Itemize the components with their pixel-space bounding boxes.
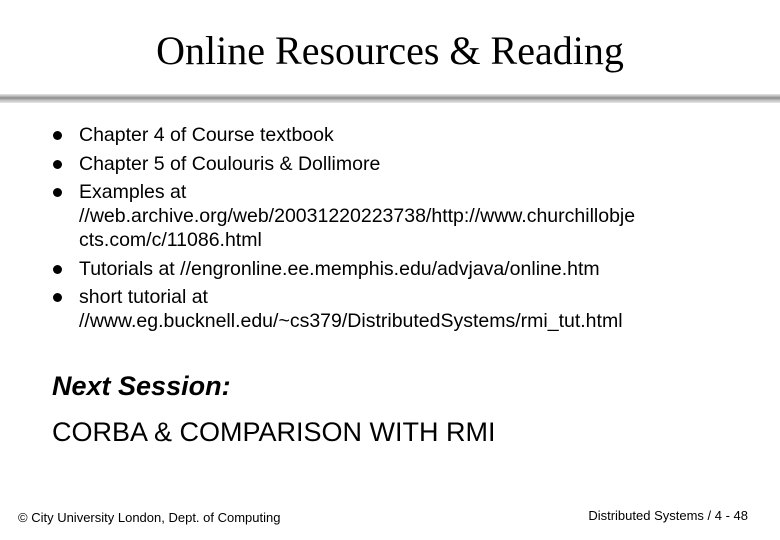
- bullet-link: cts.com/c/11086.html: [79, 229, 262, 251]
- list-item: [52, 257, 752, 281]
- bullet-text: Tutorials at //engronline.ee.memphis.edu/advjava/online.htm: [79, 257, 600, 280]
- bullet-link: //www.eg.bucknell.edu/~cs379/DistributedSystems/rmi_tut.html: [79, 310, 623, 332]
- bullet-text: short tutorial at: [79, 286, 208, 308]
- bullet-icon: [53, 160, 62, 169]
- footer-copyright: © City University London, Dept. of Computing: [18, 510, 281, 525]
- footer-slide-number: Distributed Systems / 4 - 48: [588, 508, 748, 523]
- bullet-list: [52, 123, 752, 338]
- bullet-icon: [53, 188, 62, 197]
- bullet-icon: [53, 293, 62, 302]
- list-item: [52, 123, 752, 147]
- next-session-topic: CORBA & COMPARISON WITH RMI: [52, 417, 496, 447]
- bullet-icon: [53, 265, 62, 274]
- bullet-text: Chapter 4 of Course textbook: [79, 124, 334, 146]
- bullet-link: //web.archive.org/web/20031220223738/http://www.churchillobje: [79, 205, 636, 227]
- list-item: [52, 180, 752, 252]
- next-session-heading: Next Session:: [52, 371, 231, 401]
- bullet-text: Chapter 5 of Coulouris & Dollimore: [79, 152, 381, 175]
- list-item: [52, 152, 752, 176]
- list-item: [52, 285, 752, 333]
- bullet-text: Examples at: [79, 181, 187, 203]
- title-divider: [0, 94, 780, 103]
- bullet-icon: [53, 131, 62, 140]
- slide-title: Online Resources & Reading: [156, 28, 624, 73]
